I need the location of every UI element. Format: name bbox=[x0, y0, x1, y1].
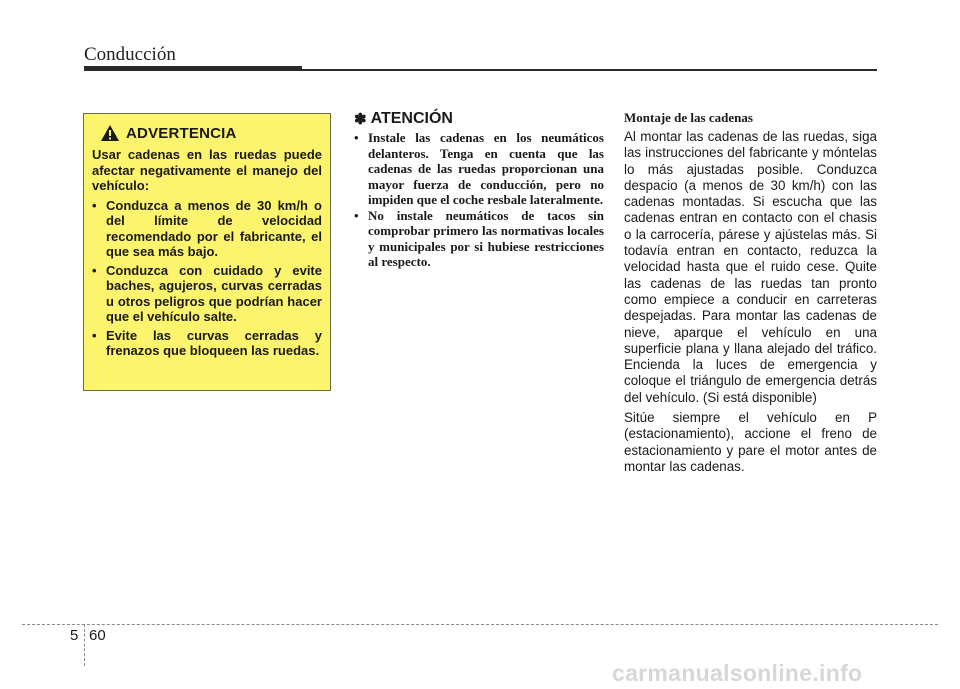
warning-title: ADVERTENCIA bbox=[126, 124, 237, 142]
watermark: carmanualsonline.info bbox=[612, 660, 863, 686]
warning-item: • Conduzca a menos de 30 km/h o del límite de velocidad recomendado por el fabricante, el que sea más bajo. bbox=[92, 198, 322, 260]
footer-dashed-rule bbox=[22, 624, 938, 625]
caution-heading bbox=[354, 110, 604, 128]
mounting-heading: Montaje de las cadenas bbox=[624, 110, 753, 125]
page-header-title: Conducción bbox=[84, 44, 176, 65]
mounting-paragraph: Sitúe siempre el vehículo en P (estacionamiento), accione el freno de estacionamiento y pare el motor antes de montar las cadenas. bbox=[624, 410, 877, 474]
warning-item: • Conduzca con cuidado y evite baches, agujeros, curvas cerradas u otros peligros que podrían hacer que el vehículo salte. bbox=[92, 263, 322, 325]
warning-box bbox=[83, 113, 331, 391]
page-number: 60 bbox=[89, 627, 106, 644]
caution-item: • Instale las cadenas en los neumáticos delanteros. Tenga en cuenta que las cadenas de las ruedas proporcionan una mayor fuerza de conducción, pero no impiden que el coche resbale lateralmente. bbox=[354, 130, 604, 208]
caution-section bbox=[354, 110, 604, 270]
warning-triangle-icon bbox=[100, 124, 120, 142]
warning-list bbox=[92, 198, 322, 359]
warning-item: • Evite las curvas cerradas y frenazos que bloqueen las ruedas. bbox=[92, 328, 322, 359]
caution-item: • No instale neumáticos de tacos sin comprobar primero las normativas locales y municipales por si hubiese restricciones al respecto. bbox=[354, 208, 604, 270]
mounting-paragraph: Al montar las cadenas de las ruedas, siga las instrucciones del fabricante y móntelas lo más ajustadas posible. Conduzca despacio (a menos de 30 km/h) con las cadenas montadas. Si escucha que las cadenas entran en contacto con el chasis o la carrocería, párese y ajústelas más. Si todavía entran en contacto, reduzca la velocidad hasta que el ruido cese. Quite las cadenas de las ruedas tan pronto como empiece a conducir en carreteras despejadas. Para montar las cadenas de nieve, aparque el vehículo en una superficie plana y llana alejado del tráfico. Encienda la luces de emergencia y coloque el triángulo de emergencia detrás del vehículo. (Si está disponible) bbox=[624, 129, 877, 405]
warning-intro: Usar cadenas en las ruedas puede afectar negativamente el manejo del vehículo: bbox=[92, 147, 322, 193]
asterisk-icon: ✽ bbox=[354, 111, 367, 128]
caution-title: ATENCIÓN bbox=[370, 110, 453, 127]
warning-header bbox=[100, 124, 322, 142]
chapter-number: 5 bbox=[70, 627, 79, 644]
caution-list bbox=[354, 130, 604, 270]
header-rule-thin bbox=[302, 69, 877, 71]
mounting-section bbox=[624, 110, 877, 479]
footer-dashed-divider bbox=[84, 624, 85, 666]
header-rule-thick bbox=[84, 66, 302, 71]
